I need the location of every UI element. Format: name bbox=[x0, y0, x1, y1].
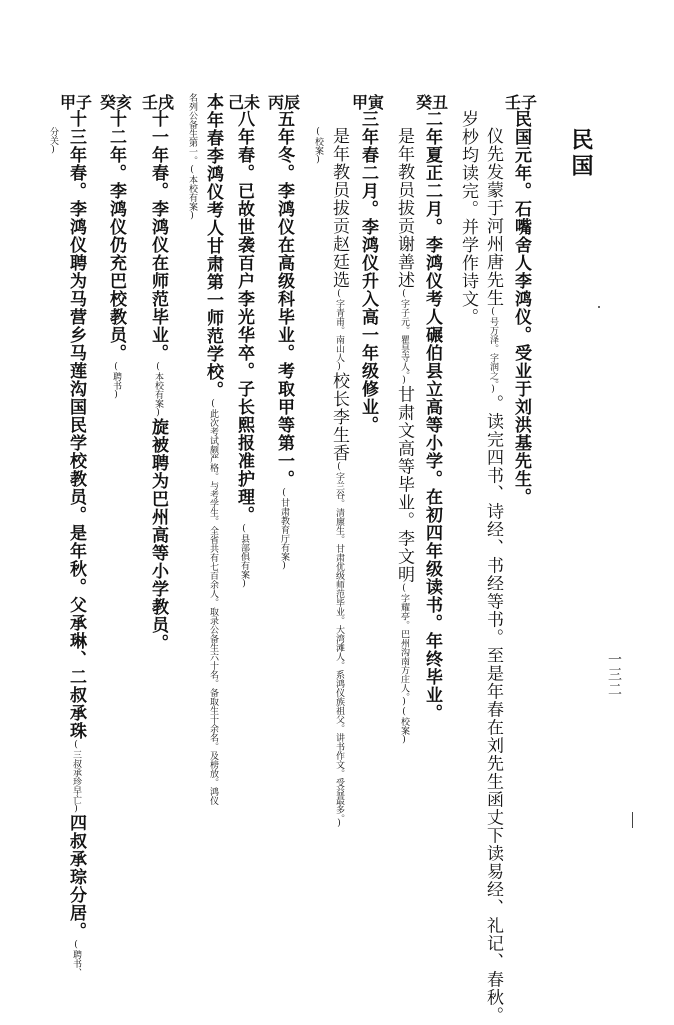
entry-text: 校长李生香 bbox=[329, 372, 349, 462]
entry-text: 是年教员拔贡谢善述 bbox=[394, 127, 414, 289]
entry-line bbox=[235, 110, 252, 589]
entry-line bbox=[107, 110, 124, 400]
entry-line bbox=[149, 110, 166, 652]
entry-heading: 三年春二月。李鸿仪升入高一年级修业。 bbox=[358, 110, 378, 434]
entry-heading: 八年春。已故世袭百户李光华卒。子长熙报准护理。 bbox=[234, 110, 254, 524]
entry-note: (字青甫。南山人) bbox=[334, 289, 344, 372]
page-number: 一三二 bbox=[606, 652, 622, 697]
entry-text: 。读完四书、诗经、书经等书。至是年春在刘先生函丈下读易经、礼记、春秋。 bbox=[483, 394, 503, 1025]
ganzhi-label: 癸丑 bbox=[416, 93, 449, 112]
entry-line bbox=[183, 93, 200, 221]
entry-line bbox=[44, 127, 61, 155]
ganzhi-label: 甲子 bbox=[60, 93, 93, 112]
entry-note: (校案) bbox=[399, 707, 409, 745]
entry-note: (校案) bbox=[313, 127, 323, 165]
entry-line bbox=[67, 110, 84, 977]
entry-text: 是年教员拔贡赵廷选 bbox=[329, 127, 349, 289]
ganzhi-label: 丙辰 bbox=[268, 93, 301, 112]
entry-line bbox=[359, 110, 376, 434]
entry-heading: 二年夏正二月。李鸿仪考人碾伯县立高等小学。在初四年级读书。年终毕业。 bbox=[422, 110, 442, 722]
entry-text: 甘肃文高等毕业。李文明 bbox=[394, 385, 414, 584]
ganzhi-label: 甲寅 bbox=[352, 93, 385, 112]
entry-line bbox=[484, 127, 501, 1025]
entry-note: (字耀亭。巴州沟南方庄人。) bbox=[399, 583, 409, 707]
entry-line bbox=[275, 110, 292, 571]
entry-heading: 四叔承琮分居。 bbox=[66, 814, 86, 940]
entry-note: 名列公备生第一。(本校有案) bbox=[187, 93, 197, 221]
entry-note: (聘书) bbox=[111, 362, 121, 400]
entry-heading: 十一年春。李鸿仪在师范毕业。 bbox=[148, 110, 168, 362]
section-title: 民国 bbox=[568, 128, 594, 180]
entry-note: (字子元。瞿昙寺人。) bbox=[399, 289, 409, 386]
ganzhi-label: 癸亥 bbox=[100, 93, 133, 112]
entry-text: 仪先发蒙于河州唐先生 bbox=[483, 127, 503, 307]
entry-heading: 十三年春。李鸿仪聘为马营乡马莲沟国民学校教员。是年秋。父承琳、二叔承珠 bbox=[66, 110, 86, 740]
entry-note: (本校有案) bbox=[153, 362, 163, 418]
entry-heading: 旋被聘为巴州高等小学教员。 bbox=[148, 418, 168, 652]
entry-line bbox=[330, 127, 347, 829]
entry-line bbox=[395, 127, 412, 745]
ganzhi-label: 己未 bbox=[228, 93, 261, 112]
entry-heading: 五年冬。李鸿仪在高级科毕业。考取甲等第一。 bbox=[274, 110, 294, 488]
entry-note: (三叔承珍早亡) bbox=[71, 740, 81, 814]
speck bbox=[598, 306, 600, 308]
entry-line bbox=[459, 110, 476, 326]
entry-heading: 民国元年。石嘴舍人李鸿仪。受业于刘洪基先生。 bbox=[511, 110, 531, 506]
entry-line bbox=[423, 110, 440, 722]
ganzhi-label: 壬戌 bbox=[142, 93, 175, 112]
entry-heading: 本年春李鸿仪考人甘肃第一师范学校。 bbox=[203, 93, 223, 399]
entry-note: (县部俱有案) bbox=[239, 524, 249, 589]
entry-note: (号万泽。字润之。) bbox=[488, 307, 498, 395]
entry-note: 分关) bbox=[48, 127, 58, 155]
entry-note: (此次考试颇严格。与考学生。全省共有七百余人。取录公备生六十名。备取生十余名。及榜放。鸿仪 bbox=[208, 399, 218, 805]
ganzhi-label: 壬子 bbox=[505, 93, 538, 112]
margin-mark bbox=[632, 812, 633, 828]
entry-line bbox=[204, 93, 221, 805]
entry-heading: 十二年。李鸿仪仍充巴校教员。 bbox=[106, 110, 126, 362]
entry-text: 岁杪均读完。并学作诗文。 bbox=[458, 110, 478, 326]
entry-note: (聘书、 bbox=[71, 940, 81, 977]
entry-line bbox=[512, 110, 529, 506]
entry-note: (甘肃教育厅有案) bbox=[279, 488, 289, 571]
entry-line bbox=[309, 127, 326, 165]
entry-note: (字兰谷。清廪生。甘肃优级师范毕业。大湾滩人。系鸿仪族祖父。讲书作文。受益最多。) bbox=[334, 462, 344, 829]
